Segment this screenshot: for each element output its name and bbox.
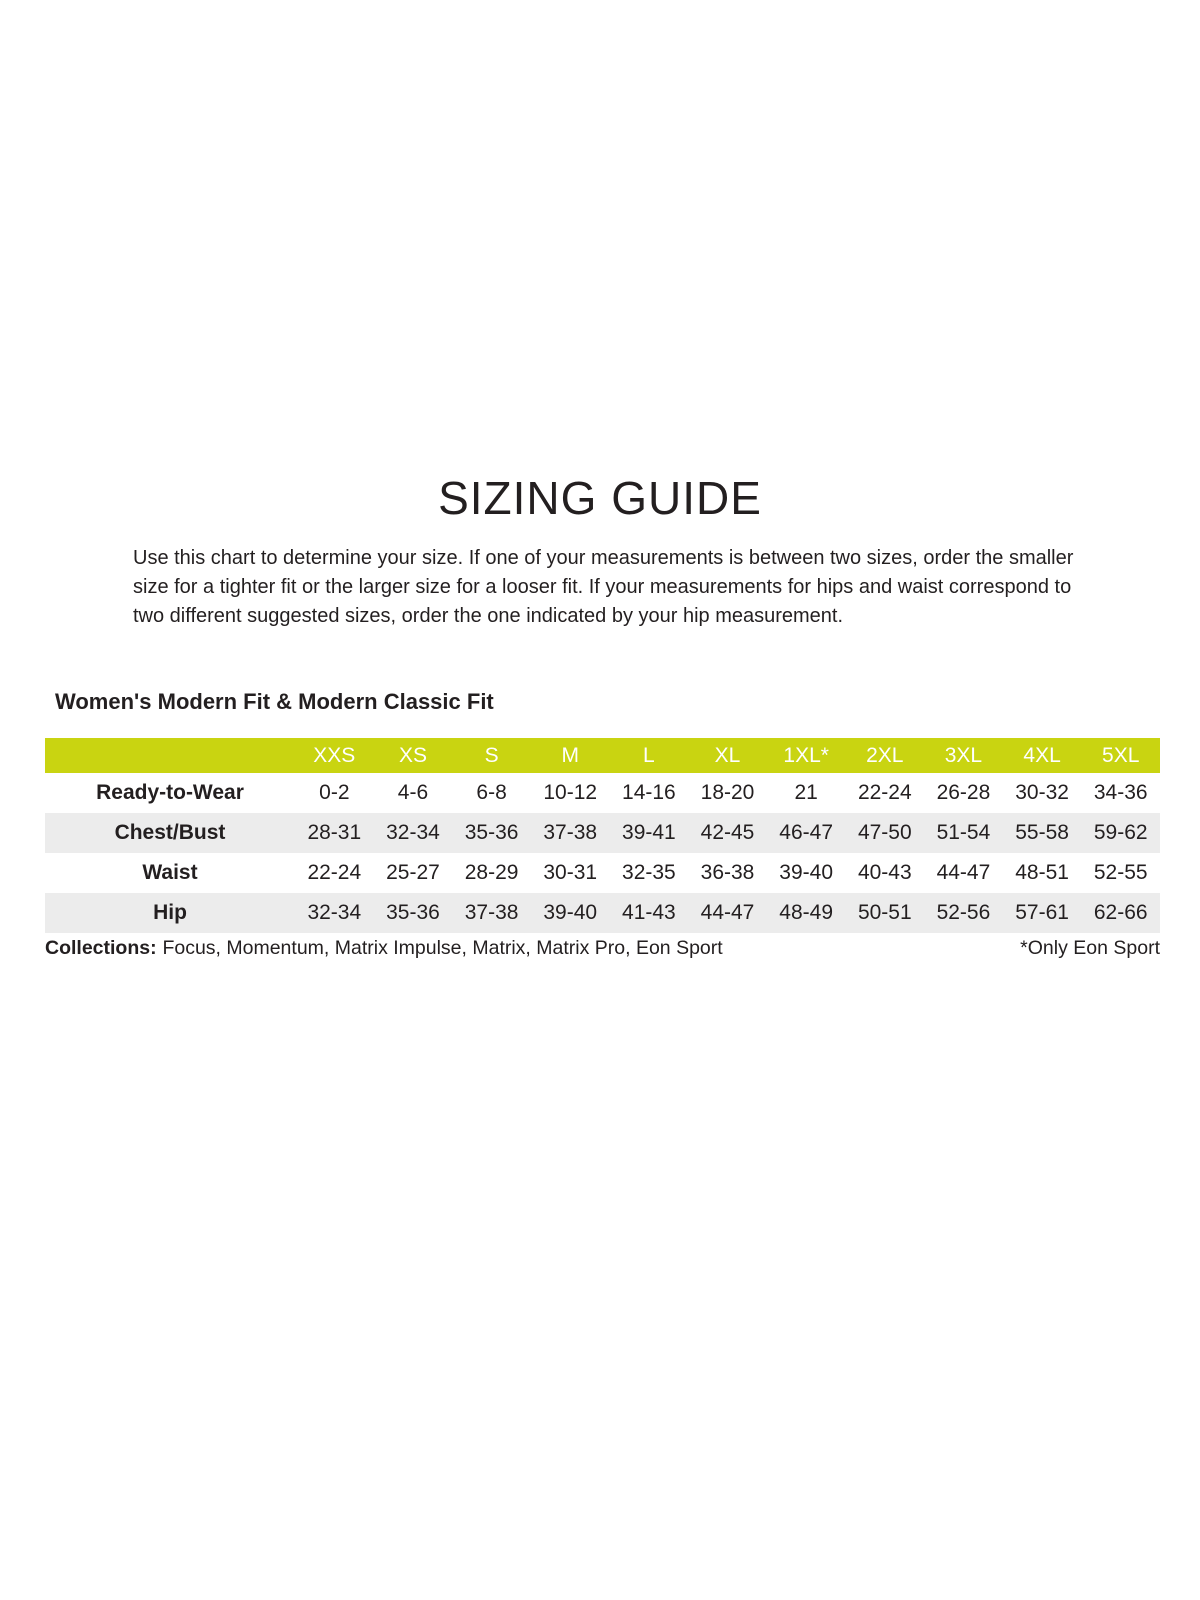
size-cell: 42-45 — [700, 821, 755, 844]
size-cell: 39-40 — [779, 861, 834, 884]
size-column-header: XL — [714, 743, 741, 767]
size-table-row — [45, 853, 1160, 893]
intro-line: Use this chart to determine your size. If one of your measurements is between two sizes, order the smaller — [133, 547, 1074, 569]
page-title: SIZING GUIDE — [438, 472, 762, 524]
section-title: Women's Modern Fit & Modern Classic Fit — [55, 689, 494, 714]
size-cell: 28-29 — [464, 861, 519, 884]
size-column-header: XS — [398, 743, 427, 767]
size-cell: 55-58 — [1015, 821, 1069, 844]
size-table-row — [45, 773, 1160, 813]
size-cell: 59-62 — [1093, 821, 1148, 844]
size-column-header: 4XL — [1023, 743, 1061, 767]
size-cell: 25-27 — [386, 861, 440, 884]
size-cell: 41-43 — [622, 901, 676, 924]
size-cell: 28-31 — [307, 821, 362, 844]
size-cell: 37-38 — [543, 821, 598, 844]
size-cell: 4-6 — [397, 781, 429, 804]
size-table-row — [45, 813, 1160, 853]
size-cell: 10-12 — [543, 781, 598, 804]
size-cell: 18-20 — [700, 781, 755, 804]
asterisk-note: *Only Eon Sport — [1020, 937, 1160, 959]
size-column-header: 5XL — [1102, 743, 1140, 767]
size-column-header: L — [643, 743, 655, 767]
size-cell: 6-8 — [476, 781, 507, 804]
size-cell: 57-61 — [1015, 901, 1069, 924]
size-cell: 39-41 — [622, 821, 676, 844]
intro-line: size for a tighter fit or the larger size for a looser fit. If your measurements for hips and waist correspond to — [133, 576, 1072, 598]
size-cell: 46-47 — [779, 821, 834, 844]
size-cell: 26-28 — [936, 781, 991, 804]
size-cell: 14-16 — [622, 781, 676, 804]
size-cell: 52-55 — [1093, 861, 1148, 884]
collections-note — [45, 936, 723, 960]
size-cell: 52-56 — [936, 901, 991, 924]
size-column-header: XXS — [313, 743, 356, 767]
size-cell: 48-51 — [1015, 861, 1069, 884]
size-cell: 51-54 — [936, 821, 991, 844]
size-cell: 48-49 — [779, 901, 834, 924]
collections-list: Focus, Momentum, Matrix Impulse, Matrix, Matrix Pro, Eon Sport — [162, 937, 723, 959]
size-cell: 44-47 — [700, 901, 755, 924]
size-cell: 30-31 — [543, 861, 598, 884]
size-cell: 36-38 — [700, 861, 755, 884]
size-cell: 40-43 — [857, 861, 912, 884]
size-table-row — [45, 893, 1160, 933]
size-cell: 22-24 — [307, 861, 362, 884]
size-table — [45, 738, 1160, 933]
size-cell: 0-2 — [319, 781, 350, 804]
size-cell: 34-36 — [1093, 781, 1148, 804]
size-column-header: M — [561, 743, 579, 767]
size-table-header-row — [45, 738, 1160, 773]
row-label: Waist — [142, 861, 198, 884]
size-cell: 22-24 — [857, 781, 912, 804]
size-table-header-spacer — [45, 738, 295, 773]
row-label: Ready-to-Wear — [96, 781, 244, 804]
size-cell: 32-34 — [307, 901, 362, 924]
size-column-header: 1XL* — [783, 743, 829, 767]
intro-line: two different suggested sizes, order the one indicated by your hip measurement. — [133, 605, 844, 627]
collections-label: Collections: — [45, 937, 157, 959]
size-cell: 47-50 — [857, 821, 912, 844]
size-cell: 32-34 — [386, 821, 440, 844]
size-column-header: S — [484, 743, 499, 767]
size-column-header: 3XL — [944, 743, 983, 767]
intro-paragraph — [133, 544, 1073, 631]
size-table-body — [45, 773, 1160, 933]
size-cell: 35-36 — [464, 821, 519, 844]
size-cell: 62-66 — [1093, 901, 1148, 924]
size-cell: 50-51 — [857, 901, 912, 924]
size-cell: 35-36 — [386, 901, 440, 924]
size-cell: 39-40 — [543, 901, 598, 924]
size-column-header: 2XL — [866, 743, 904, 767]
row-label: Chest/Bust — [114, 821, 226, 844]
row-label: Hip — [153, 901, 187, 924]
size-cell: 32-35 — [622, 861, 676, 884]
size-cell: 44-47 — [936, 861, 991, 884]
size-cell: 30-32 — [1015, 781, 1069, 804]
size-cell: 21 — [794, 781, 818, 804]
size-cell: 37-38 — [464, 901, 519, 924]
